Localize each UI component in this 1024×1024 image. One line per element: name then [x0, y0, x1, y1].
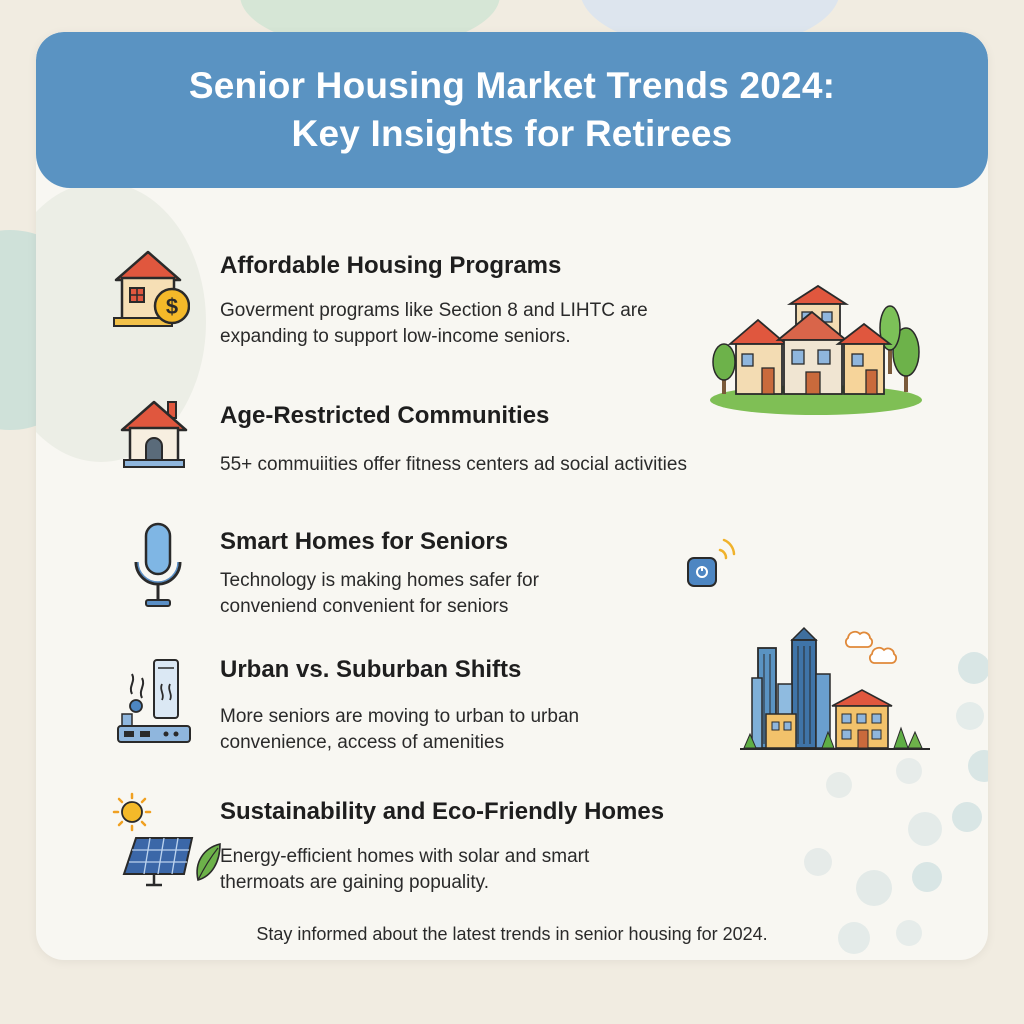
decorative-dot: [968, 750, 988, 782]
page-title-line-2: Key Insights for Retirees: [291, 113, 733, 154]
solar-panel-icon: [106, 792, 222, 892]
house-icon: [118, 396, 190, 470]
item-desc-smart-homes-line-2: conveniend convenient for seniors: [220, 596, 509, 617]
item-desc-smart-homes-line-1: Technology is making homes safer for: [220, 570, 539, 591]
item-title-urban-suburban: Urban vs. Suburban Shifts: [220, 656, 522, 683]
item-desc-urban-suburban-line-2: convenience, access of amenities: [220, 732, 505, 753]
page-title-line-1: Senior Housing Market Trends 2024:: [188, 65, 836, 106]
decorative-dot: [826, 772, 852, 798]
item-title-age-restricted: Age-Restricted Communities: [220, 402, 550, 429]
smart-button-icon: [684, 528, 744, 590]
city-illustration: [736, 624, 936, 760]
smart-home-device-icon: [114, 654, 194, 746]
item-desc-urban-suburban-line-1: More seniors are moving to urban to urban: [220, 706, 580, 727]
decorative-dot: [856, 870, 892, 906]
neighborhood-illustration: [708, 282, 924, 418]
item-title-affordable-housing: Affordable Housing Programs: [220, 252, 562, 279]
decorative-dot: [956, 702, 984, 730]
decorative-dot: [912, 862, 942, 892]
microphone-icon: [130, 520, 186, 612]
svg-text:$: $: [165, 294, 179, 319]
footer-note: Stay informed about the latest trends in senior housing for 2024.: [256, 924, 768, 944]
decorative-dot: [896, 758, 922, 784]
item-desc-affordable-housing-line-1: Goverment programs like Section 8 and LIHTC are: [220, 300, 648, 321]
decorative-dot: [952, 802, 982, 832]
item-desc-sustainability-line-1: Energy-efficient homes with solar and smart: [220, 846, 590, 867]
decorative-dot: [804, 848, 832, 876]
house-dollar-icon: [110, 248, 190, 330]
header-banner: [36, 32, 988, 188]
decorative-dot: [958, 652, 988, 684]
infographic-card: [36, 32, 988, 960]
item-desc-sustainability-line-2: thermoats are gaining popuality.: [220, 872, 489, 893]
item-desc-age-restricted-line-1: 55+ commuiities offer fitness centers ad social activities: [220, 454, 687, 475]
item-title-sustainability: Sustainability and Eco-Friendly Homes: [220, 798, 665, 825]
decorative-dot: [908, 812, 942, 846]
item-desc-affordable-housing-line-2: expanding to support low-income seniors.: [220, 326, 571, 347]
item-title-smart-homes: Smart Homes for Seniors: [220, 528, 509, 555]
